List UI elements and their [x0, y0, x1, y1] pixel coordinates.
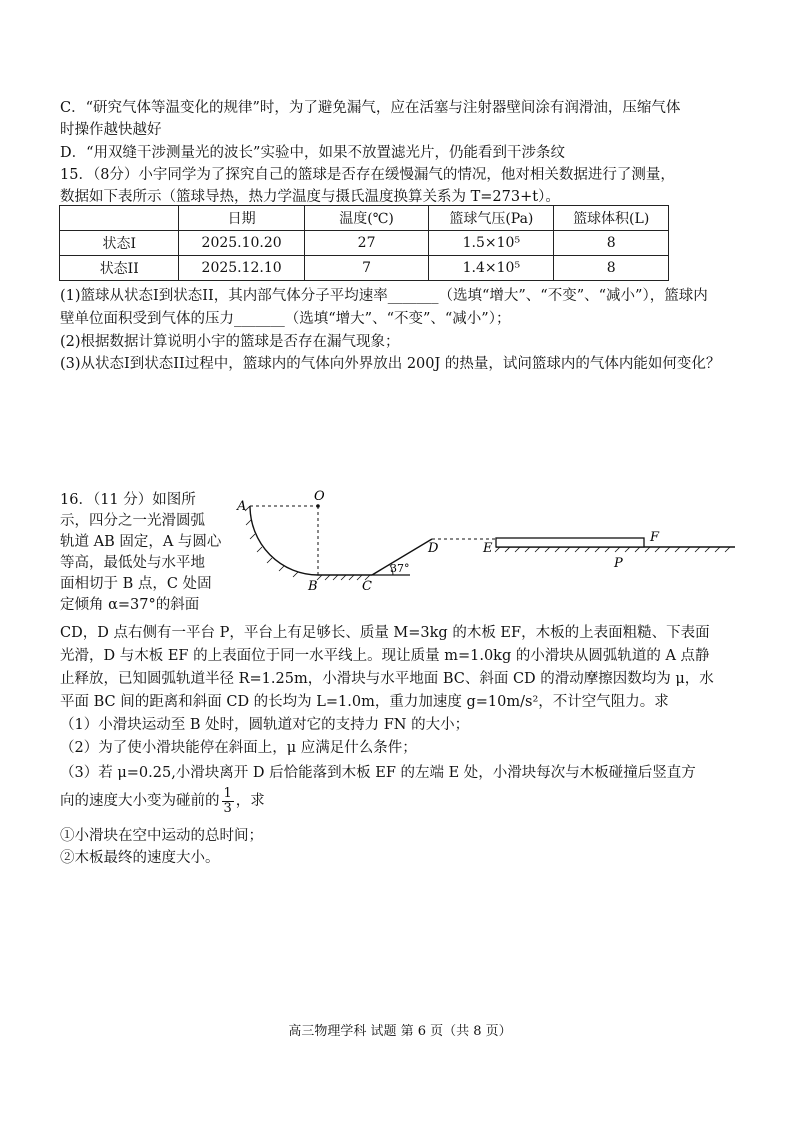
page-footer: 高三物理学科 试题 第 6 页（共 8 页） [288, 1024, 512, 1039]
label-e: E [483, 541, 493, 556]
table-cell: 7 [304, 256, 429, 281]
table-cell: 27 [304, 231, 429, 256]
q16-body-line: 止释放，已知圆弧轨道半径 R=1.25m，小滑块与水平地面 BC、斜面 CD 的滑动摩擦因数均为 μ，水 [60, 671, 714, 687]
table-cell: 2025.10.20 [179, 231, 304, 256]
q16-sub3-post: ，求 [235, 793, 265, 809]
q16-intro-line: 等高，最低处与水平地 [60, 555, 205, 571]
q15-sub1-line2: 壁单位面积受到气体的压力_______（选填“增大”、“不变”、“减小”）； [60, 311, 511, 327]
q15-sub2: (2)根据数据计算说明小宇的篮球是否存在漏气现象； [60, 334, 400, 350]
label-f: F [650, 530, 660, 545]
q15-sub3: (3)从状态I到状态II过程中，篮球内的气体向外界放出 200J 的热量，试问篮球内的气体内能如何变化？ [60, 356, 721, 372]
q16-sub3-line2 [60, 786, 265, 816]
fraction-numerator: 1 [223, 785, 232, 801]
table-cell: 2025.12.10 [179, 256, 304, 281]
table-cell: 8 [554, 256, 669, 281]
platform-hatch [495, 547, 730, 552]
table-header: 日期 [179, 206, 304, 231]
table-header: 篮球体积(L) [554, 206, 669, 231]
table-cell: 状态II [60, 256, 179, 281]
label-c: C [362, 579, 372, 594]
q14-option-d: D．“用双缝干涉测量光的波长”实验中，如果不放置滤光片，仍能看到干涉条纹 [60, 145, 565, 161]
q16-body-line: CD，D 点右侧有一平台 P，平台上有足够长、质量 M=3kg 的木板 EF，木板的上表面粗糙、下表面 [60, 625, 710, 641]
q16-body-line: 平面 BC 间的距离和斜面 CD 的长均为 L=1.0m，重力加速度 g=10m/s²，不计空气阻力。求 [60, 694, 669, 710]
table-header: 篮球气压(Pa) [429, 206, 554, 231]
q16-intro-line: 示，四分之一光滑圆弧 [60, 513, 205, 529]
q16-intro-line: 定倾角 α=37°的斜面 [60, 597, 200, 613]
q16-item1: ①小滑块在空中运动的总时间； [60, 828, 263, 844]
arc-hatch [245, 506, 298, 577]
table-header: 温度(℃) [304, 206, 429, 231]
fraction-denominator: 3 [223, 800, 232, 816]
q14-option-c-line2: 时操作越快越好 [60, 122, 162, 138]
label-a: A [237, 499, 247, 514]
q16-body-line: 光滑，D 与木板 EF 的上表面位于同一水平线上。现让质量 m=1.0kg 的小滑块从圆弧轨道的 A 点静 [60, 648, 710, 664]
q16-intro-line: 轨道 AB 固定，A 与圆心 [60, 534, 222, 550]
center-point [316, 504, 320, 508]
q16-sub3-line1: （3）若 μ=0.25,小滑块离开 D 后恰能落到木板 EF 的左端 E 处，小滑块每次与木板碰撞后竖直方 [60, 765, 696, 781]
q16-sub2: （2）为了使小滑块能停在斜面上，μ 应满足什么条件； [60, 740, 417, 756]
q15-sub1-line1: (1)篮球从状态I到状态II，其内部气体分子平均速率_______（选填“增大”、“不变”、“减小”），篮球内 [60, 288, 708, 304]
q16-intro-line: 面相切于 B 点，C 处固 [60, 576, 212, 592]
q16-sub1: （1）小滑块运动至 B 处时，圆轨道对它的支持力 FN 的大小； [60, 717, 470, 733]
q15-stem-line1: 15．（8分）小宇同学为了探究自己的篮球是否存在缓慢漏气的情况，他对相关数据进行了测量， [60, 167, 675, 183]
q16-sub3-pre: 向的速度大小变为碰前的 [60, 793, 220, 809]
table-cell: 状态I [60, 231, 179, 256]
table-cell: 1.5×10⁵ [429, 231, 554, 256]
label-o: O [314, 489, 325, 504]
fraction-one-third [222, 787, 234, 816]
angle-label: 37° [390, 562, 410, 575]
q14-option-c-line1: C．“研究气体等温变化的规律”时，为了避免漏气，应在活塞与注射器壁间涂有润滑油，压缩气体 [60, 100, 681, 116]
arc-track [250, 506, 318, 575]
label-d: D [428, 541, 439, 556]
board-ef [496, 538, 644, 547]
label-p: P [614, 556, 623, 571]
table-cell: 8 [554, 231, 669, 256]
table-cell: 1.4×10⁵ [429, 256, 554, 281]
q16-item2: ②木板最终的速度大小。 [60, 850, 220, 866]
q15-stem-line2: 数据如下表所示（篮球导热，热力学温度与摄氏温度换算关系为 T=273+t）。 [60, 189, 560, 205]
q16-intro-line: 16．（11 分）如图所 [60, 492, 196, 508]
label-b: B [308, 579, 318, 594]
